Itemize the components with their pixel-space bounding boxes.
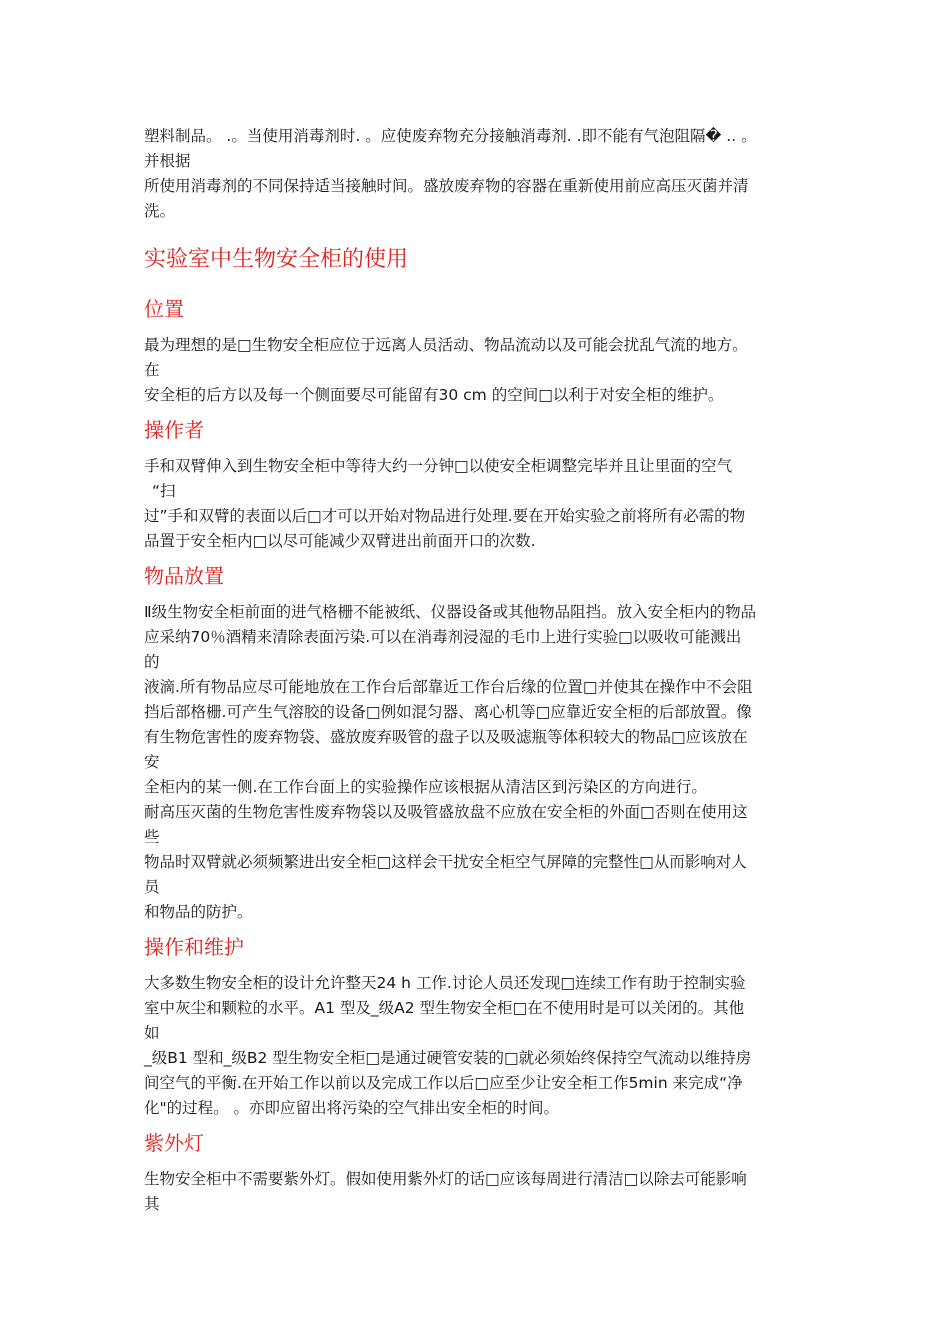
text-line: 品置于安全柜内□以尽可能减少双臂进出前面开口的次数. [144, 532, 536, 550]
text-line: 员 [144, 878, 160, 896]
text-line: 大多数生物安全柜的设计允许整天24 h 工作.讨论人员还发现□连续工作有助于控制实验 [144, 974, 746, 992]
section-body-location [144, 333, 812, 408]
text-line: 有生物危害性的废弃物袋、盛放废弃吸管的盘子以及吸滤瓶等体积较大的物品□应该放在 [144, 728, 748, 746]
text-line: Ⅱ级生物安全柜前面的进气格栅不能被纸、仪器设备或其他物品阻挡。放入安全柜内的物品 [144, 603, 757, 621]
intro-paragraph [144, 124, 812, 224]
text-line: 耐高压灭菌的生物危害性废弃物袋以及吸管盛放盘不应放在安全柜的外面□否则在使用这 [144, 803, 748, 821]
text-line: 其 [144, 1195, 160, 1213]
text-line: 在 [144, 361, 160, 379]
text-line: 室中灰尘和颗粒的水平。A1 型及_级A2 型生物安全柜□在不使用时是可以关闭的。其他 [144, 999, 745, 1017]
text-line: 并根据 [144, 152, 191, 170]
text-line: 手和双臂伸入到生物安全柜中等待大约一分钟□以使安全柜调整完毕并且让里面的空气 [144, 457, 733, 475]
text-line: 所使用消毒剂的不同保持适当接触时间。盛放废弃物的容器在重新使用前应高压灭菌并清 [144, 177, 749, 195]
text-line: 和物品的防护。 [144, 903, 253, 921]
text-line: 最为理想的是□生物安全柜应位于远离人员活动、物品流动以及可能会扰乱气流的地方。 [144, 336, 748, 354]
section-heading-uv-lamp: 紫外灯 [144, 1131, 204, 1155]
section-body-item-placement [144, 600, 812, 925]
text-line: 挡后部格栅.可产生气溶胶的设备□例如混匀器、离心机等□应靠近安全柜的后部放置。像 [144, 703, 752, 721]
main-title: 实验室中生物安全柜的使用 [144, 247, 409, 272]
text-line: _级B1 型和_级B2 型生物安全柜□是通过硬管安装的□就必须始终保持空气流动以维持房 [144, 1049, 752, 1067]
section-body-uv-lamp [144, 1167, 812, 1217]
text-line: 物品时双臂就必须频繁进出安全柜□这样会干扰安全柜空气屏障的完整性□从而影响对人 [144, 853, 747, 871]
text-line: 安全柜的后方以及每一个侧面要尽可能留有30 cm 的空间□以利于对安全柜的维护。 [144, 386, 724, 404]
section-heading-operation-maintenance: 操作和维护 [144, 935, 244, 959]
text-line: 全柜内的某一侧.在工作台面上的实验操作应该根据从清洁区到污染区的方向进行。 [144, 778, 707, 796]
text-line: “扫 [152, 482, 176, 500]
text-line: 化"的过程。 。亦即应留出将污染的空气排出安全柜的时间。 [144, 1099, 560, 1117]
text-line: 的 [144, 653, 160, 671]
section-body-operator [144, 454, 812, 554]
document-page [144, 124, 812, 1217]
text-line: 塑料制品。 .。当使用消毒剂时. 。应使废弃物充分接触消毒剂. .即不能有气泡阻隔� .. 。 [144, 127, 757, 145]
section-body-operation-maintenance [144, 971, 812, 1121]
text-line: 间空气的平衡.在开始工作以前以及完成工作以后□应至少让安全柜工作5min 来完成“净 [144, 1074, 743, 1092]
text-line: 生物安全柜中不需要紫外灯。假如使用紫外灯的话□应该每周进行清洁□以除去可能影响 [144, 1170, 747, 1188]
text-line: 如 [144, 1024, 160, 1042]
text-line: 应采纳70％酒精来清除表面污染.可以在消毒剂浸湿的毛巾上进行实验□以吸收可能溅出 [144, 628, 742, 646]
section-heading-item-placement: 物品放置 [144, 564, 224, 588]
section-heading-location: 位置 [144, 297, 184, 321]
text-line: 些 [144, 828, 160, 846]
text-line: 洗。 [144, 202, 176, 220]
text-line: 液滴.所有物品应尽可能地放在工作台后部靠近工作台后缘的位置□并使其在操作中不会阻 [144, 678, 753, 696]
text-line: 过”手和双臂的表面以后□才可以开始对物品进行处理.要在开始实验之前将所有必需的物 [144, 507, 746, 525]
section-heading-operator: 操作者 [144, 418, 204, 442]
text-line: 安 [144, 753, 160, 771]
